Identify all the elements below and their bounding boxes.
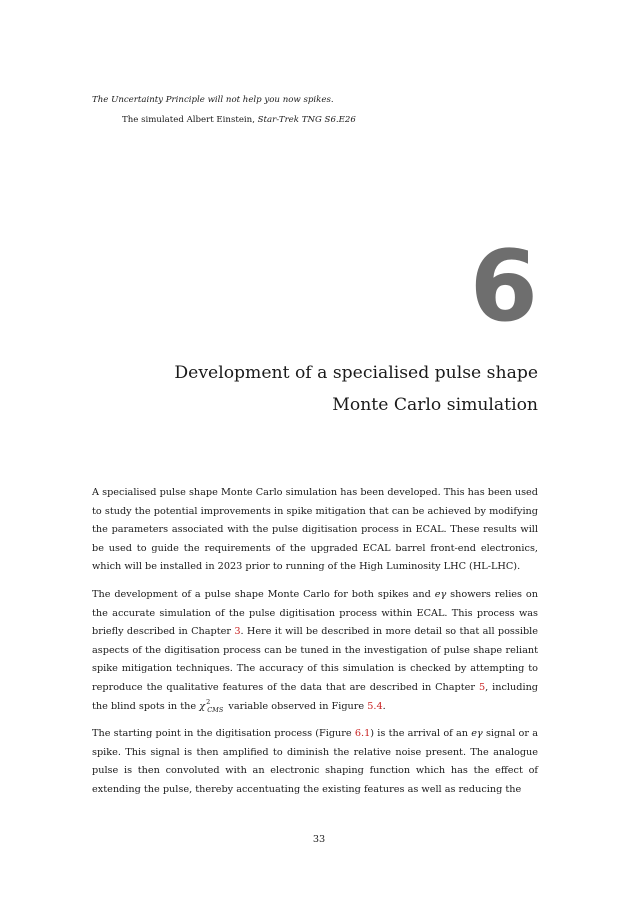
paragraph-3-text-2: ) is the arrival of an: [370, 728, 472, 740]
page-number: 33: [312, 834, 326, 845]
paragraph-2-text-5: variable observed in Figure: [225, 700, 368, 712]
paragraph-2-text-2: showers relies on the accurate simulation of the pulse digitisation process within ECAL. This process was briefly described in Chapter: [92, 588, 538, 638]
chapter-title-line-1: Development of a specialised pulse shape: [174, 363, 538, 383]
chi-base: χ: [199, 700, 206, 712]
figure-5-4-link[interactable]: 5.4: [367, 700, 383, 712]
epigraph-attribution-source: Star-Trek TNG S6.E26: [257, 115, 356, 125]
egamma-symbol: eγ: [471, 728, 483, 740]
chapter-3-link[interactable]: 3: [234, 626, 241, 638]
epigraph-attribution-author: The simulated Albert Einstein,: [122, 115, 258, 125]
chapter-5-link[interactable]: 5: [478, 681, 486, 693]
body-text: [92, 484, 538, 809]
chi-squared-symbol: [199, 697, 225, 714]
figure-6-1-link[interactable]: 6.1: [354, 728, 371, 740]
paragraph-2: [92, 586, 538, 716]
egamma-symbol: eγ: [434, 588, 447, 600]
paragraph-2-text-6: .: [382, 700, 386, 712]
paragraph-3-text-1: The starting point in the digitisation process (Figure: [92, 728, 355, 740]
paragraph-2-text-1: The development of a pulse shape Monte Carlo for both spikes and: [92, 588, 435, 600]
epigraph-attribution: [122, 115, 356, 125]
paragraph-1: A specialised pulse shape Monte Carlo simulation has been developed. This has been used to study the potential improvements in spike mitigation that can be achieved by modifying the parameters associated with the pulse digitisation process in ECAL. These results will be used to guide the requirements of the upgraded ECAL barrel front-end electronics, which will be installed in 2023 prior to running of the High Luminosity LHC (HL-LHC).: [92, 487, 538, 573]
chapter-title-line-2: Monte Carlo simulation: [332, 395, 538, 415]
paragraph-2-text-3: . Here it will be described in more detail so that all possible aspects of the digitisation process can be tuned in the investigation of pulse shape reliant spike mitigation techniques. The accuracy of this simulation is checked by attempting to reproduce the qualitative features of the data that are described in Chapter: [92, 626, 538, 693]
paragraph-3: [92, 725, 538, 799]
chapter-number: 6: [469, 230, 538, 344]
paragraph-2-text-4: , including the blind spots in the: [92, 681, 539, 712]
chapter-title: [174, 357, 538, 421]
chi-superscript: 2: [206, 697, 211, 706]
chi-subscript: CMS: [207, 705, 224, 714]
epigraph-quote: The Uncertainty Principle will not help you now spikes.: [92, 95, 334, 105]
paragraph-3-text-3: signal or a spike. This signal is then amplified to diminish the relative noise present. The analogue pulse is then convoluted with an electronic shaping function which has the effect of extending the pulse, thereby accentuating the existing features as well as reducing the: [92, 728, 538, 795]
